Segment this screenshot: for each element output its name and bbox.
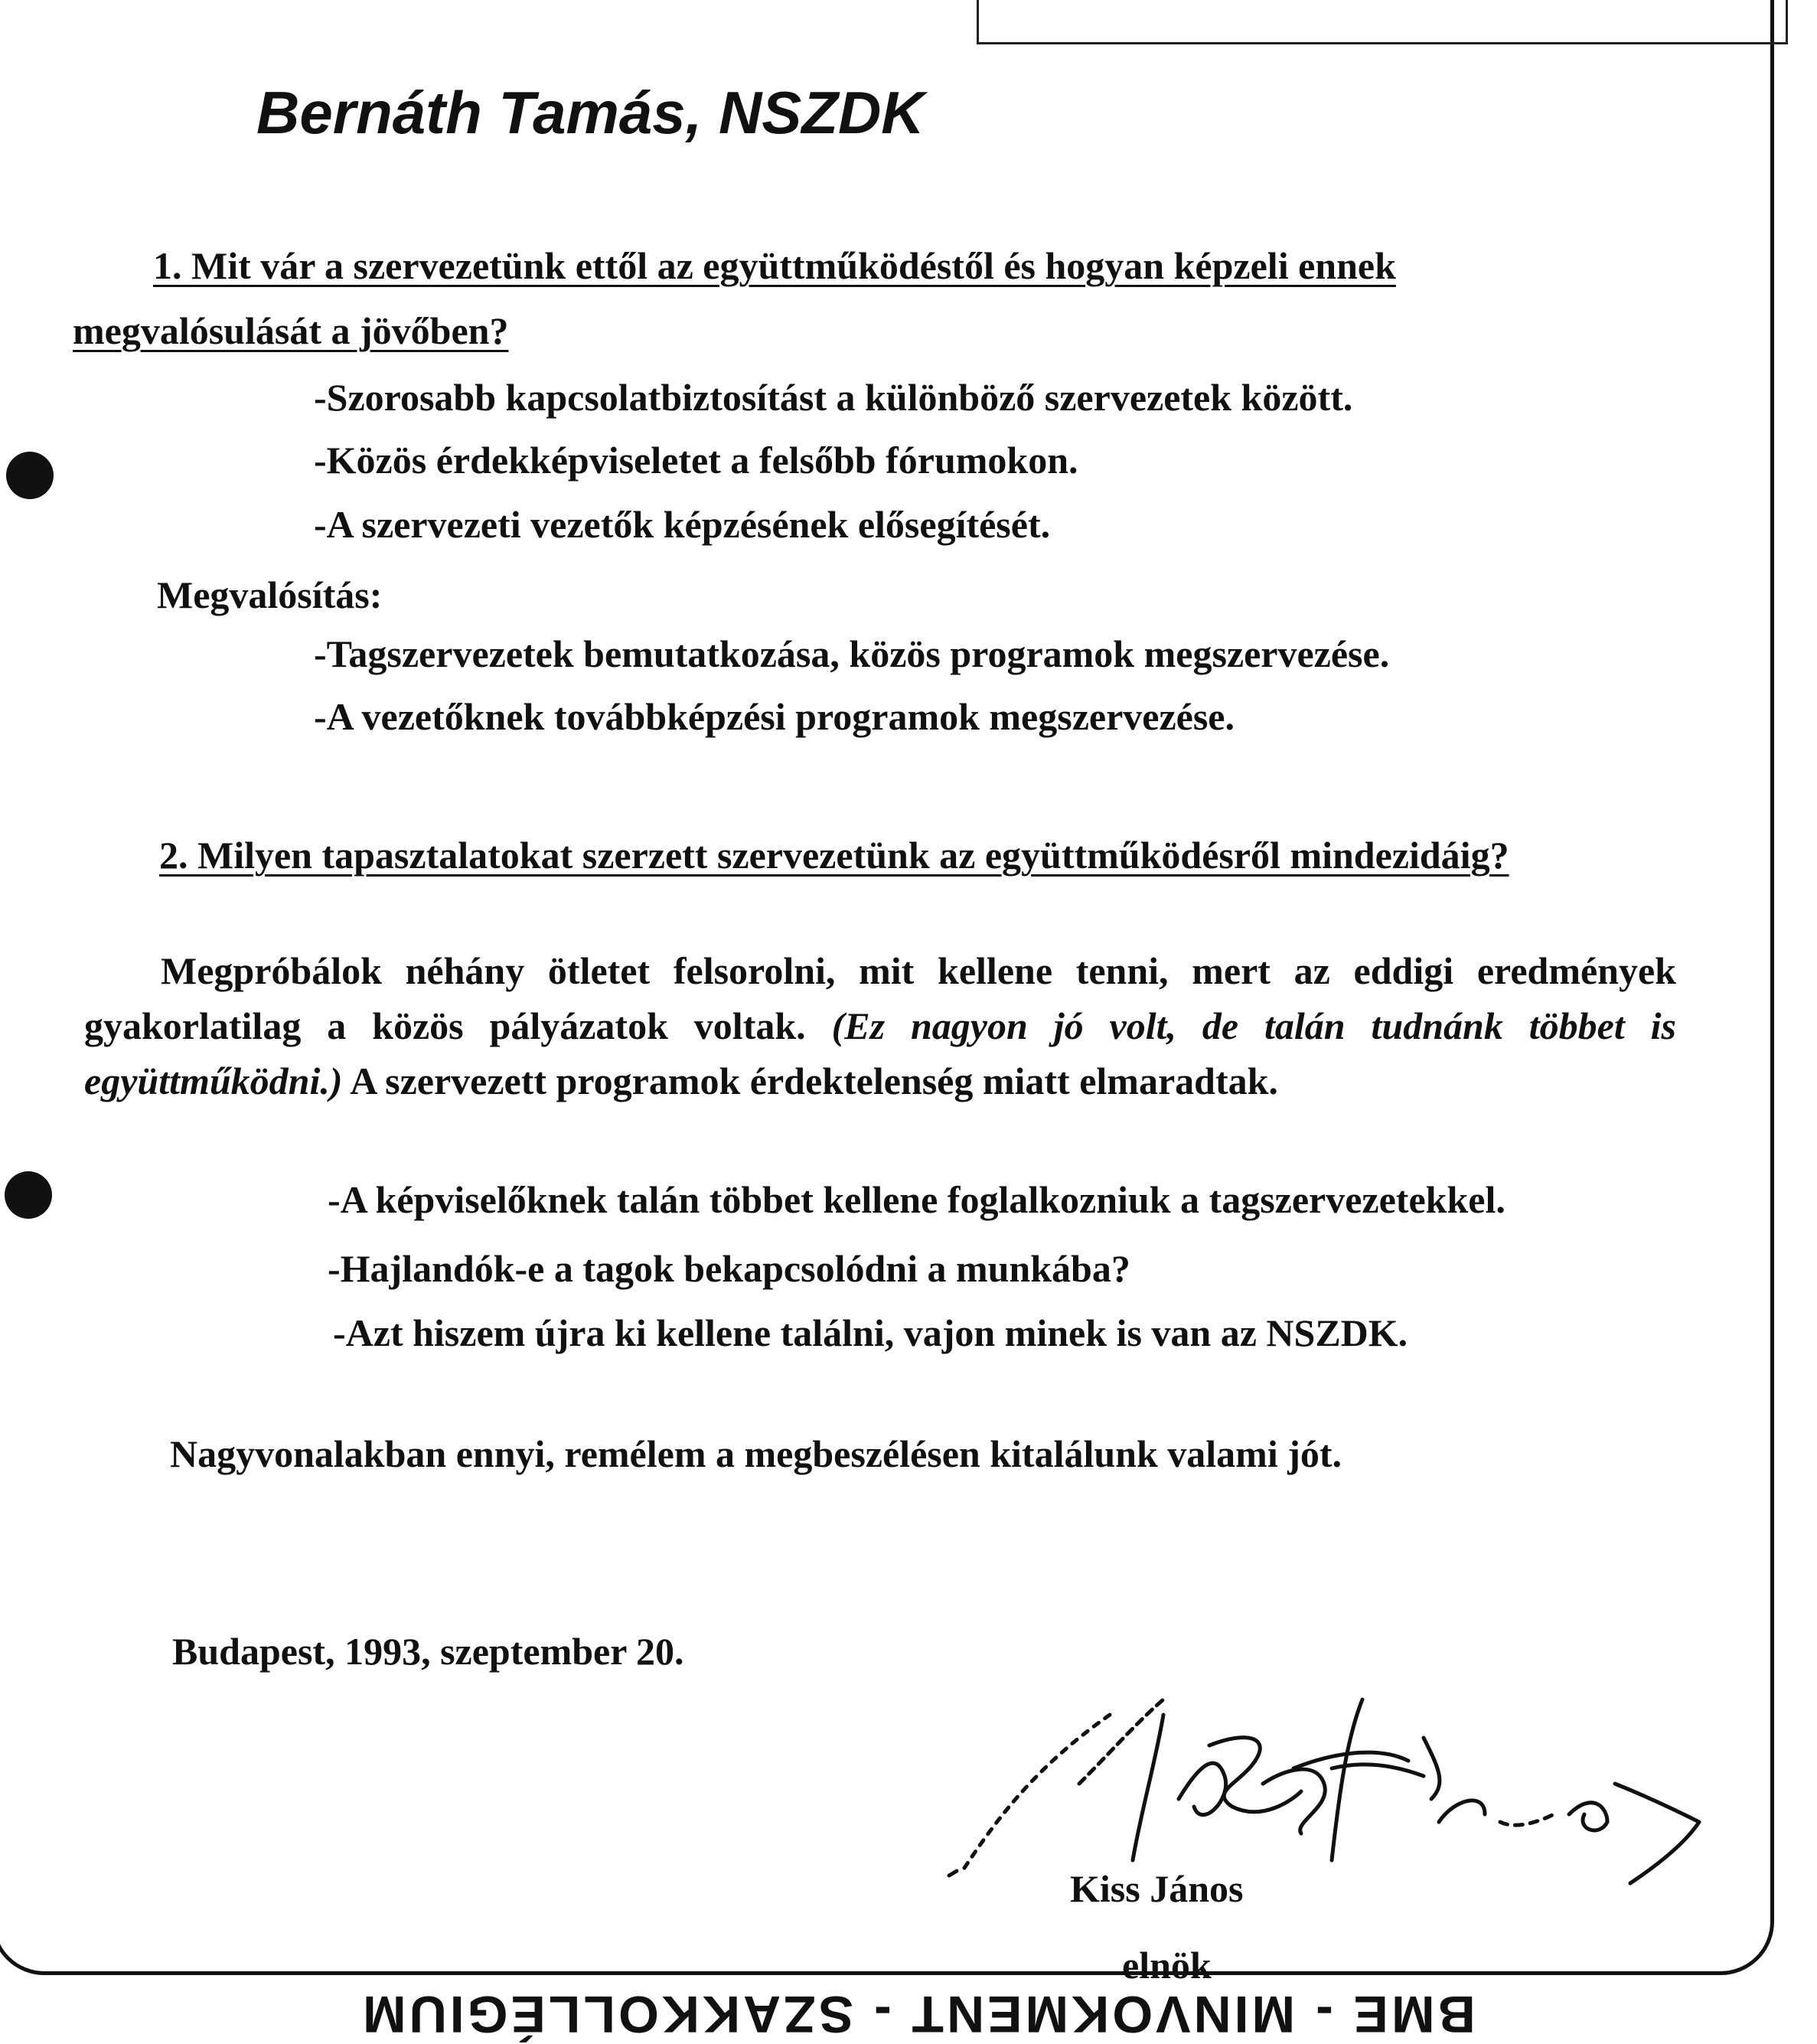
- question-1-line-1: 1. Mit vár a szervezetünk ettől az együttműködéstől és hogyan képzeli ennek: [153, 244, 1396, 287]
- list-item: -A vezetőknek továbbképzési programok megszervezése.: [314, 695, 1235, 738]
- list-item: -Közös érdekképviseletet a felsőbb fórumokon.: [314, 439, 1078, 482]
- subheading: Megvalósítás:: [157, 573, 383, 616]
- place-date: Budapest, 1993, szeptember 20.: [172, 1630, 684, 1673]
- paragraph: [84, 943, 1676, 1109]
- punch-hole: [5, 1171, 52, 1219]
- paragraph-text: A szervezett programok érdektelenség miatt elmaradtak.: [350, 1060, 1278, 1102]
- paragraph-text: Megpróbálok néhány ötletet felsorolni, mit kellene tenni, mert az eddigi eredmények gyakorlatilag a közös pályázatok voltak.: [84, 949, 1676, 1047]
- stamp-box: [977, 0, 1788, 44]
- list-item: -A képviselőknek talán többet kellene foglalkozniuk a tagszervezetekkel.: [328, 1178, 1505, 1221]
- upside-down-footer: BME - MINVOKMENT - SZAKKOLLÉGIUM: [360, 1985, 1476, 2043]
- list-item: -Tagszervezetek bemutatkozása, közös programok megszervezése.: [314, 632, 1390, 675]
- list-item: -A szervezeti vezetők képzésének elősegítését.: [314, 503, 1051, 546]
- question-1-line-2: megvalósulását a jövőben?: [73, 309, 509, 352]
- signatory-title: elnök: [1122, 1944, 1212, 1987]
- closing-line: Nagyvonalakban ennyi, remélem a megbeszélésen kitalálunk valami jót.: [170, 1432, 1342, 1475]
- author-heading: Bernáth Tamás, NSZDK: [256, 79, 925, 146]
- punch-hole: [6, 452, 54, 499]
- list-item: -Azt hiszem újra ki kellene találni, vajon minek is van az NSZDK.: [333, 1311, 1408, 1354]
- signatory-name: Kiss János: [1070, 1867, 1244, 1910]
- list-item: -Hajlandók-e a tagok bekapcsolódni a munkába?: [328, 1247, 1130, 1290]
- paragraph-italic: (Ez nagyon jó volt, de talán tudnánk többet is együttműködni.): [84, 1004, 1677, 1102]
- handwritten-signature: [934, 1669, 1745, 1922]
- list-item: -Szorosabb kapcsolatbiztosítást a különböző szervezetek között.: [314, 376, 1353, 419]
- question-2: 2. Milyen tapasztalatokat szerzett szervezetünk az együttműködésről mindezidáig?: [159, 834, 1509, 877]
